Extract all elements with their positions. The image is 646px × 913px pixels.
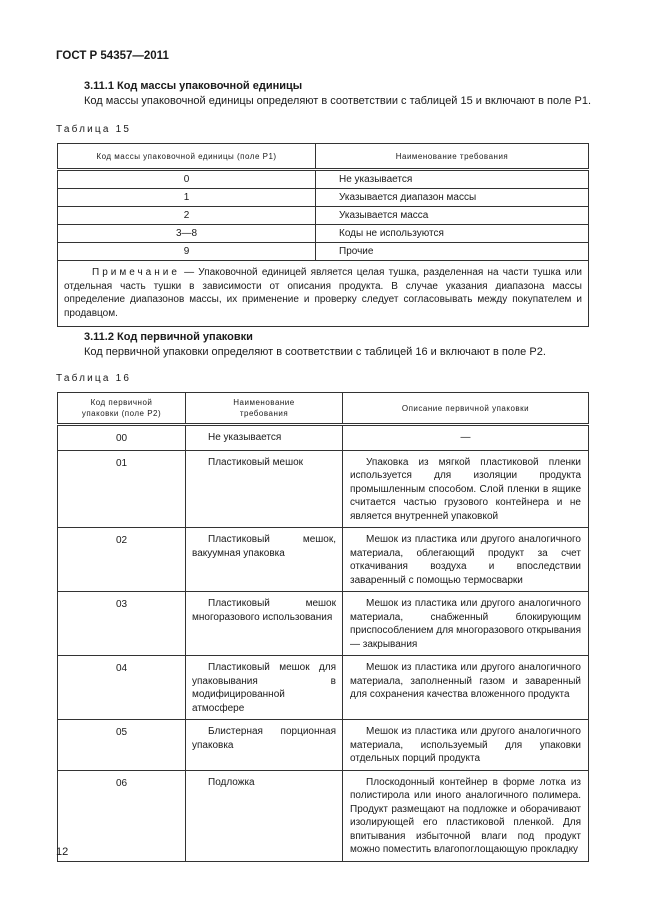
code-cell: 1 bbox=[58, 189, 316, 207]
table-row bbox=[58, 592, 589, 656]
column-header: Описание первичной упаковки bbox=[343, 393, 589, 425]
document-number: ГОСТ Р 54357—2011 bbox=[56, 50, 169, 62]
code-cell: 00 bbox=[58, 425, 186, 451]
table-row bbox=[58, 770, 589, 861]
column-header: Код первичной упаковки (поле Р2) bbox=[58, 393, 186, 425]
page-number: 12 bbox=[56, 846, 69, 858]
table-note bbox=[58, 261, 589, 327]
table-15 bbox=[57, 143, 589, 327]
column-header: Код массы упаковочной единицы (поле Р1) bbox=[58, 144, 316, 170]
requirement-cell: Пластиковый мешок многоразового использования bbox=[186, 592, 343, 656]
code-cell: 0 bbox=[58, 170, 316, 189]
section-text-3-11-2: Код первичной упаковки определяют в соответствии с таблицей 16 и включают в поле Р2. bbox=[84, 346, 546, 358]
code-cell: 02 bbox=[58, 528, 186, 592]
code-cell: 05 bbox=[58, 720, 186, 771]
requirement-cell: Коды не используются bbox=[316, 225, 589, 243]
table-row bbox=[58, 207, 589, 225]
table-header-row bbox=[58, 393, 589, 425]
description-cell: Плоскодонный контейнер в форме лотка из полистирола или иного аналогичного полимера. Продукт размещают на подложке и оборачивают изолирующей его пластиковой пленкой. Для впитывания избыточной влаги под продукт можно поместить влагопоглощающую прокладку bbox=[343, 770, 589, 861]
note-text: — Упаковочной единицей является целая тушка, разделенная на части тушка или отдельная часть тушки в зависимости от описания продукта. В случае указания диапазона массы определение диапазонов массы, их применение и проверку следует согласовывать между покупателем и продавцом. bbox=[64, 267, 582, 319]
table-row bbox=[58, 720, 589, 771]
requirement-cell: Пластиковый мешок, вакуумная упаковка bbox=[186, 528, 343, 592]
description-cell: Мешок из пластика или другого аналогичного материала, используемый для упаковки отдельных порций продукта bbox=[343, 720, 589, 771]
code-cell: 9 bbox=[58, 243, 316, 261]
column-header: Наименование требования bbox=[186, 393, 343, 425]
table-row bbox=[58, 425, 589, 451]
table-row bbox=[58, 450, 589, 528]
table-15-caption: Таблица 15 bbox=[56, 124, 132, 135]
table-16-caption: Таблица 16 bbox=[56, 373, 132, 384]
description-cell: Мешок из пластика или другого аналогичного материала, облегающий продукт за счет откачивания воздуха и впоследствии заваренный с помощью термосварки bbox=[343, 528, 589, 592]
note-label: Примечание bbox=[92, 267, 180, 278]
requirement-cell: Блистерная порционная упаковка bbox=[186, 720, 343, 771]
code-cell: 03 bbox=[58, 592, 186, 656]
requirement-cell: Указывается масса bbox=[316, 207, 589, 225]
table-note-row bbox=[58, 261, 589, 327]
table-row bbox=[58, 528, 589, 592]
table-row bbox=[58, 170, 589, 189]
requirement-cell: Не указывается bbox=[316, 170, 589, 189]
requirement-cell: Подложка bbox=[186, 770, 343, 861]
code-cell: 2 bbox=[58, 207, 316, 225]
description-cell: — bbox=[343, 425, 589, 451]
table-row bbox=[58, 225, 589, 243]
section-title-3-11-1: 3.11.1 Код массы упаковочной единицы bbox=[84, 80, 303, 92]
table-row bbox=[58, 656, 589, 720]
code-cell: 3—8 bbox=[58, 225, 316, 243]
code-cell: 06 bbox=[58, 770, 186, 861]
requirement-cell: Не указывается bbox=[186, 425, 343, 451]
table-row bbox=[58, 189, 589, 207]
description-cell: Мешок из пластика или другого аналогичного материала, заполненный газом и заваренный для сохранения качества вложенного продукта bbox=[343, 656, 589, 720]
table-header-row bbox=[58, 144, 589, 170]
section-text-3-11-1: Код массы упаковочной единицы определяют в соответствии с таблицей 15 и включают в поле Р1. bbox=[84, 95, 591, 107]
column-header: Наименование требования bbox=[316, 144, 589, 170]
requirement-cell: Пластиковый мешок для упаковывания в модифицированной атмосфере bbox=[186, 656, 343, 720]
code-cell: 01 bbox=[58, 450, 186, 528]
requirement-cell: Указывается диапазон массы bbox=[316, 189, 589, 207]
description-cell: Мешок из пластика или другого аналогичного материала, снабженный блокирующим приспособлением для многоразового открывания — закрывания bbox=[343, 592, 589, 656]
table-16 bbox=[57, 392, 589, 862]
code-cell: 04 bbox=[58, 656, 186, 720]
description-cell: Упаковка из мягкой пластиковой пленки используется для изоляции продукта промышленным способом. Слой пленки в ящике считается частью грузового контейнера и не является внутренней упаковкой bbox=[343, 450, 589, 528]
requirement-cell: Пластиковый мешок bbox=[186, 450, 343, 528]
section-title-3-11-2: 3.11.2 Код первичной упаковки bbox=[84, 331, 253, 343]
table-row bbox=[58, 243, 589, 261]
requirement-cell: Прочие bbox=[316, 243, 589, 261]
